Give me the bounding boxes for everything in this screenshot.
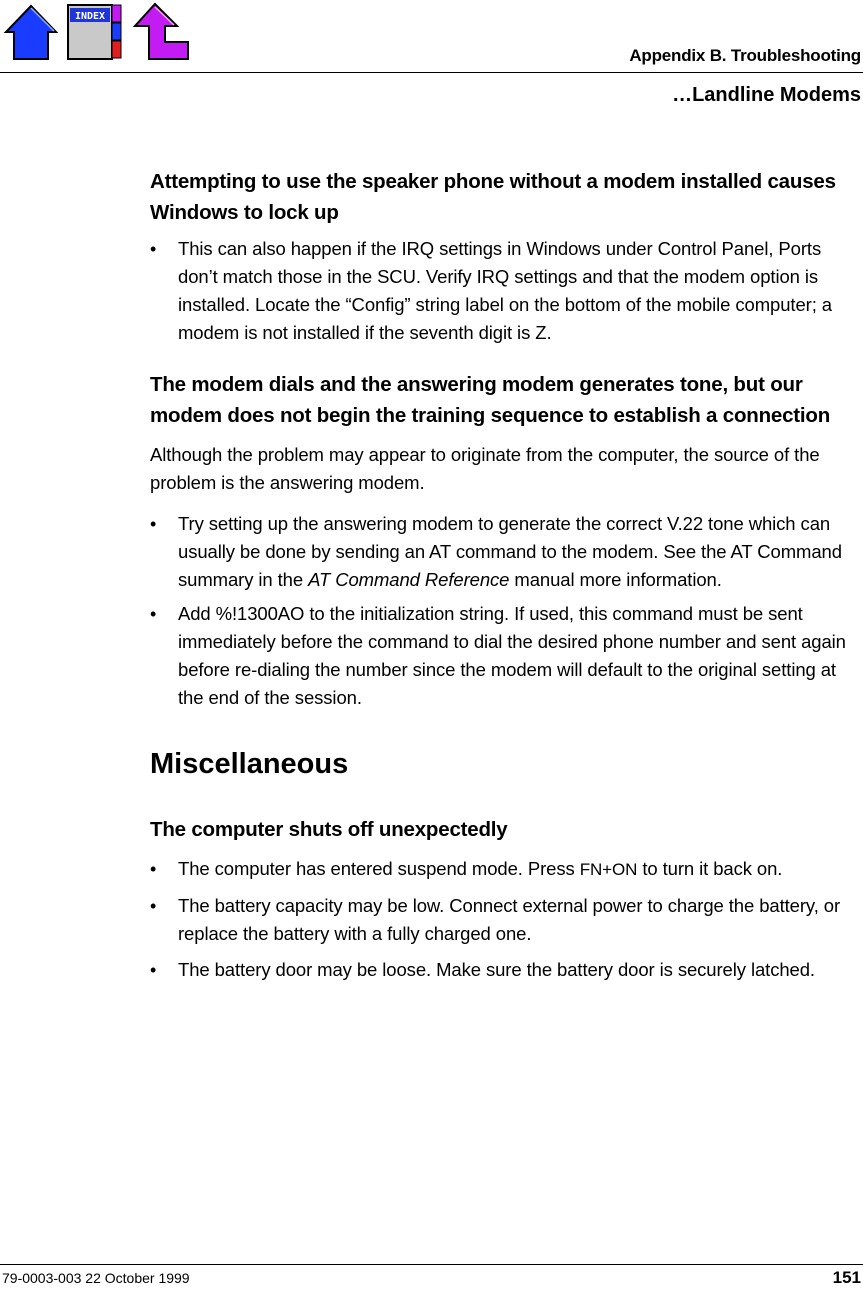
- bullet-text: to turn it back on.: [637, 858, 783, 879]
- bullet-text: manual more information.: [509, 569, 722, 590]
- section-title-miscellaneous: Miscellaneous: [150, 748, 349, 780]
- page-header-title: Appendix B. Troubleshooting: [629, 46, 861, 65]
- bullet-text: Try setting up the answering modem to generate the correct V.22 tone which can usually be done by sending an AT command to the modem. See the AT Command summary in the: [178, 513, 842, 590]
- header-divider: [0, 72, 863, 73]
- index-label: INDEX: [74, 11, 106, 22]
- bullet-list: [150, 855, 860, 984]
- list-item: [150, 510, 860, 594]
- bullet-text: The computer has entered suspend mode. Press: [178, 858, 580, 879]
- list-item: • Add %!1300AO to the initialization string. If used, this command must be sent immediately before the command to dial the desired phone number and sent again before re-dialing the number since the modem will default to the original setting at the end of the session.: [150, 600, 860, 712]
- navigation-bar: [0, 0, 200, 66]
- home-button[interactable]: [2, 2, 60, 62]
- back-arrow-icon: [131, 2, 191, 62]
- list-item: [150, 855, 860, 884]
- manual-title: AT Command Reference: [308, 569, 510, 590]
- home-icon: [2, 2, 60, 62]
- index-icon: [66, 2, 124, 62]
- document-id: 79-0003-003 22 October 1999: [2, 1270, 190, 1286]
- heading-training-sequence: The modem dials and the answering modem generates tone, but our modem does not begin the training sequence to establish a connection: [150, 373, 831, 427]
- back-button[interactable]: [131, 2, 191, 62]
- key-combination: FN+ON: [579, 860, 638, 879]
- footer-divider: [0, 1264, 863, 1265]
- index-button[interactable]: [66, 2, 124, 62]
- heading-shuts-off: The computer shuts off unexpectedly: [150, 818, 508, 841]
- page-number: 151: [832, 1268, 861, 1287]
- heading-speakerphone-lockup: Attempting to use the speaker phone without a modem installed causes Windows to lock up: [150, 170, 836, 224]
- bullet-list: [150, 235, 860, 347]
- paragraph-answering-modem: Although the problem may appear to originate from the computer, the source of the problem is the answering modem.: [150, 444, 820, 493]
- list-item: • The battery capacity may be low. Connect external power to charge the battery, or replace the battery with a fully charged one.: [150, 892, 860, 948]
- list-item: • This can also happen if the IRQ settings in Windows under Control Panel, Ports don’t match those in the SCU. Verify IRQ settings and that the modem option is installed. Locate the “Config” string label on the bottom of the mobile computer; a modem is not installed if the seventh digit is Z.: [150, 235, 860, 347]
- list-item: • The battery door may be loose. Make sure the battery door is securely latched.: [150, 956, 860, 984]
- bullet-list: [150, 510, 860, 712]
- section-continued-title: …Landline Modems: [672, 84, 861, 106]
- main-content: [150, 166, 860, 984]
